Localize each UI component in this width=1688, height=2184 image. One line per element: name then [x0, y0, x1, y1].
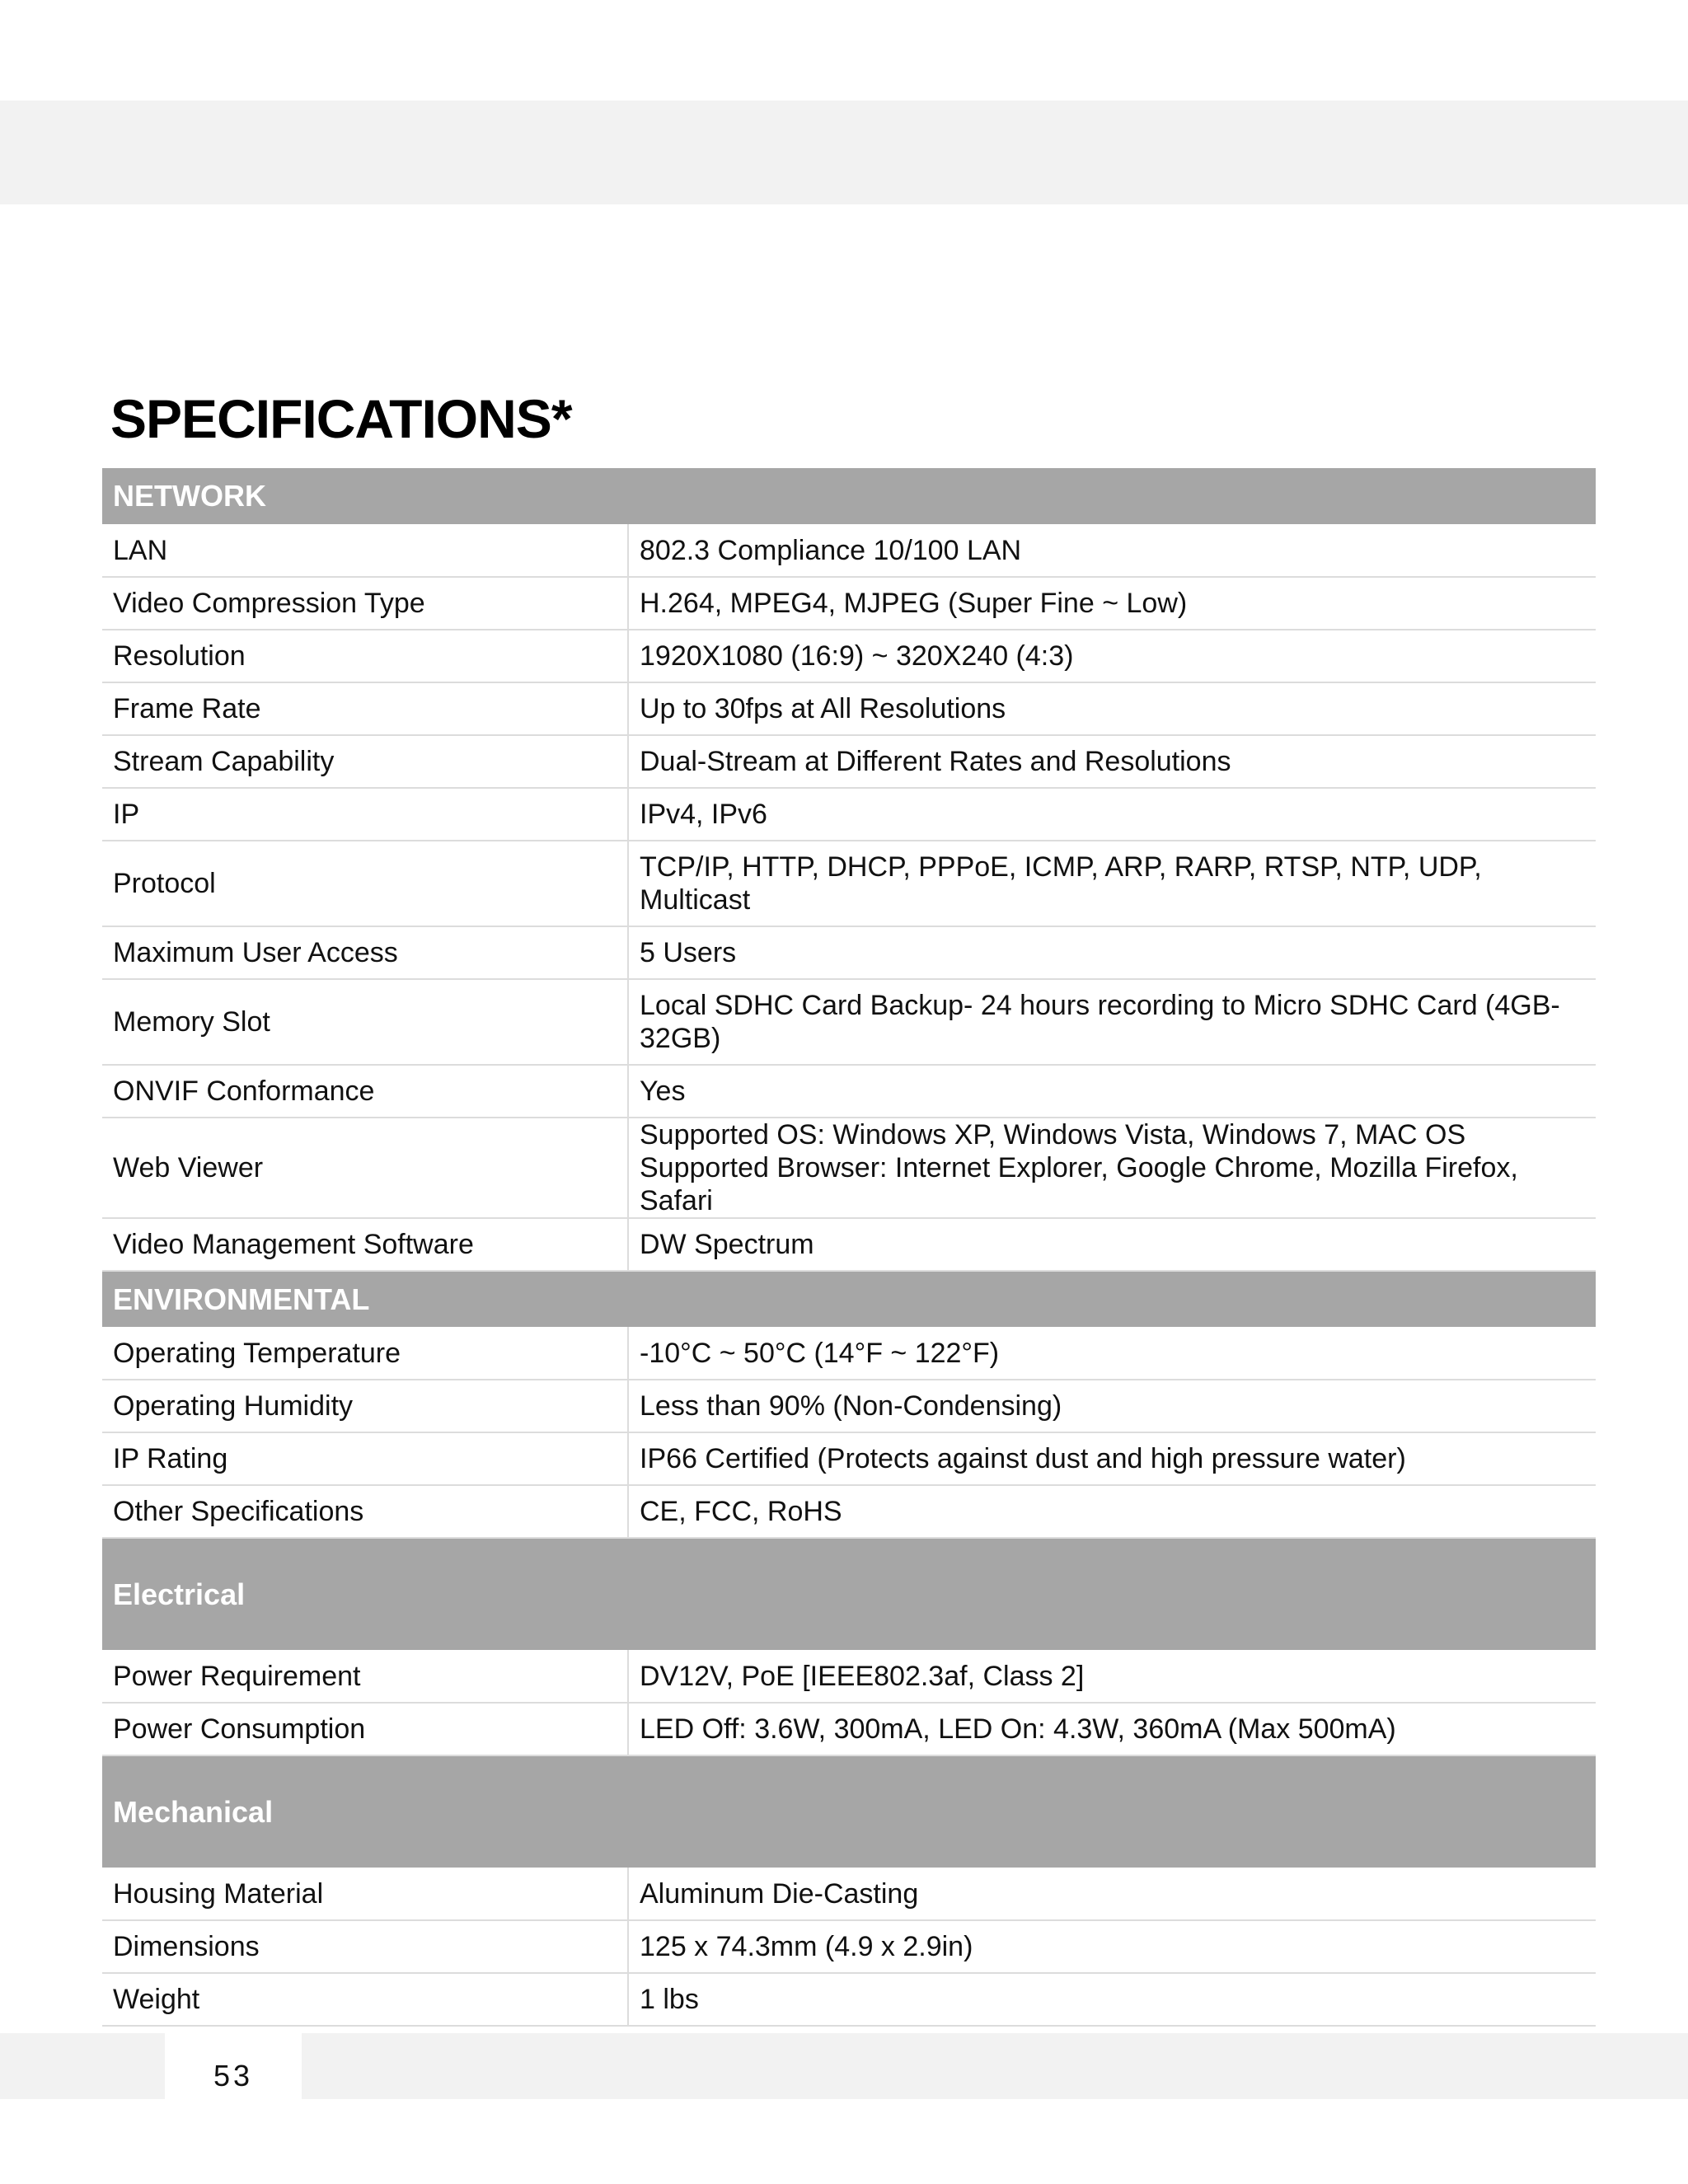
spec-row: [102, 630, 1596, 682]
spec-label: Maximum User Access: [102, 926, 628, 979]
spec-label: Weight: [102, 1973, 628, 2026]
spec-value: DW Spectrum: [628, 1218, 1596, 1271]
spec-label: Other Specifications: [102, 1485, 628, 1538]
spec-value: Less than 90% (Non-Condensing): [628, 1380, 1596, 1432]
spec-label: IP: [102, 788, 628, 841]
spec-value: 5 Users: [628, 926, 1596, 979]
spec-value: [628, 1118, 1596, 1218]
spec-value: [628, 841, 1596, 926]
spec-label: ONVIF Conformance: [102, 1065, 628, 1118]
section-header-electrical: [102, 1538, 1596, 1650]
spec-row: [102, 1650, 1596, 1703]
spec-value-line: Supported OS: Windows XP, Windows Vista, Windows 7, MAC OS: [640, 1119, 1466, 1151]
spec-value: DV12V, PoE [IEEE802.3af, Class 2]: [628, 1650, 1596, 1703]
section-heading: NETWORK: [102, 468, 1596, 524]
spec-value: 1 lbs: [628, 1973, 1596, 2026]
spec-row: [102, 577, 1596, 630]
spec-row: [102, 1380, 1596, 1432]
section-header-mechanical: [102, 1755, 1596, 1868]
spec-label: Video Compression Type: [102, 577, 628, 630]
spec-label: Stream Capability: [102, 735, 628, 788]
spec-value: CE, FCC, RoHS: [628, 1485, 1596, 1538]
page-number: 53: [213, 2059, 254, 2093]
spec-row: [102, 1485, 1596, 1538]
spec-value: 802.3 Compliance 10/100 LAN: [628, 524, 1596, 577]
section-heading: Electrical: [102, 1538, 1596, 1650]
spec-label: Protocol: [102, 841, 628, 926]
section-header-network: [102, 468, 1596, 524]
spec-row: [102, 1118, 1596, 1218]
spec-value: [628, 979, 1596, 1065]
spec-value-line: 32GB): [640, 1023, 721, 1054]
page-title: SPECIFICATIONS*: [110, 388, 572, 449]
spec-row: [102, 1973, 1596, 2026]
spec-row: [102, 926, 1596, 979]
spec-value: 1920X1080 (16:9) ~ 320X240 (4:3): [628, 630, 1596, 682]
spec-row: [102, 1868, 1596, 1920]
spec-value: Up to 30fps at All Resolutions: [628, 682, 1596, 735]
footer-band-right: [302, 2033, 1688, 2099]
spec-row: [102, 1703, 1596, 1755]
spec-row: [102, 1920, 1596, 1973]
spec-label: Frame Rate: [102, 682, 628, 735]
spec-row: [102, 524, 1596, 577]
spec-value: Dual-Stream at Different Rates and Resolutions: [628, 735, 1596, 788]
section-heading: ENVIRONMENTAL: [102, 1271, 1596, 1327]
spec-row: [102, 1065, 1596, 1118]
spec-row: [102, 841, 1596, 926]
footer-band-left: [0, 2033, 165, 2099]
spec-value: Aluminum Die-Casting: [628, 1868, 1596, 1920]
spec-label: Operating Humidity: [102, 1380, 628, 1432]
spec-value-line: Multicast: [640, 884, 751, 916]
spec-value: 125 x 74.3mm (4.9 x 2.9in): [628, 1920, 1596, 1973]
spec-label: Power Requirement: [102, 1650, 628, 1703]
spec-label: Power Consumption: [102, 1703, 628, 1755]
spec-label: Operating Temperature: [102, 1327, 628, 1380]
spec-label: Memory Slot: [102, 979, 628, 1065]
spec-value: Yes: [628, 1065, 1596, 1118]
spec-value-line: TCP/IP, HTTP, DHCP, PPPoE, ICMP, ARP, RARP, RTSP, NTP, UDP,: [640, 851, 1482, 883]
header-band: [0, 101, 1688, 204]
spec-row: [102, 1218, 1596, 1271]
spec-row: [102, 682, 1596, 735]
spec-label: Housing Material: [102, 1868, 628, 1920]
spec-label: IP Rating: [102, 1432, 628, 1485]
spec-label: Web Viewer: [102, 1118, 628, 1218]
spec-row: [102, 735, 1596, 788]
spec-value: -10°C ~ 50°C (14°F ~ 122°F): [628, 1327, 1596, 1380]
spec-label: Resolution: [102, 630, 628, 682]
spec-value: IP66 Certified (Protects against dust and high pressure water): [628, 1432, 1596, 1485]
section-heading: Mechanical: [102, 1755, 1596, 1868]
spec-value-line: Supported Browser: Internet Explorer, Google Chrome, Mozilla Firefox, Safari: [640, 1152, 1518, 1216]
spec-value: IPv4, IPv6: [628, 788, 1596, 841]
spec-value-line: Local SDHC Card Backup- 24 hours recording to Micro SDHC Card (4GB-: [640, 990, 1560, 1021]
spec-label: Dimensions: [102, 1920, 628, 1973]
spec-row: [102, 1327, 1596, 1380]
spec-row: [102, 1432, 1596, 1485]
spec-label: Video Management Software: [102, 1218, 628, 1271]
spec-row: [102, 979, 1596, 1065]
specifications-table: [102, 468, 1596, 2027]
spec-value: LED Off: 3.6W, 300mA, LED On: 4.3W, 360mA (Max 500mA): [628, 1703, 1596, 1755]
spec-row: [102, 788, 1596, 841]
section-header-environmental: [102, 1271, 1596, 1327]
spec-label: LAN: [102, 524, 628, 577]
spec-value: H.264, MPEG4, MJPEG (Super Fine ~ Low): [628, 577, 1596, 630]
